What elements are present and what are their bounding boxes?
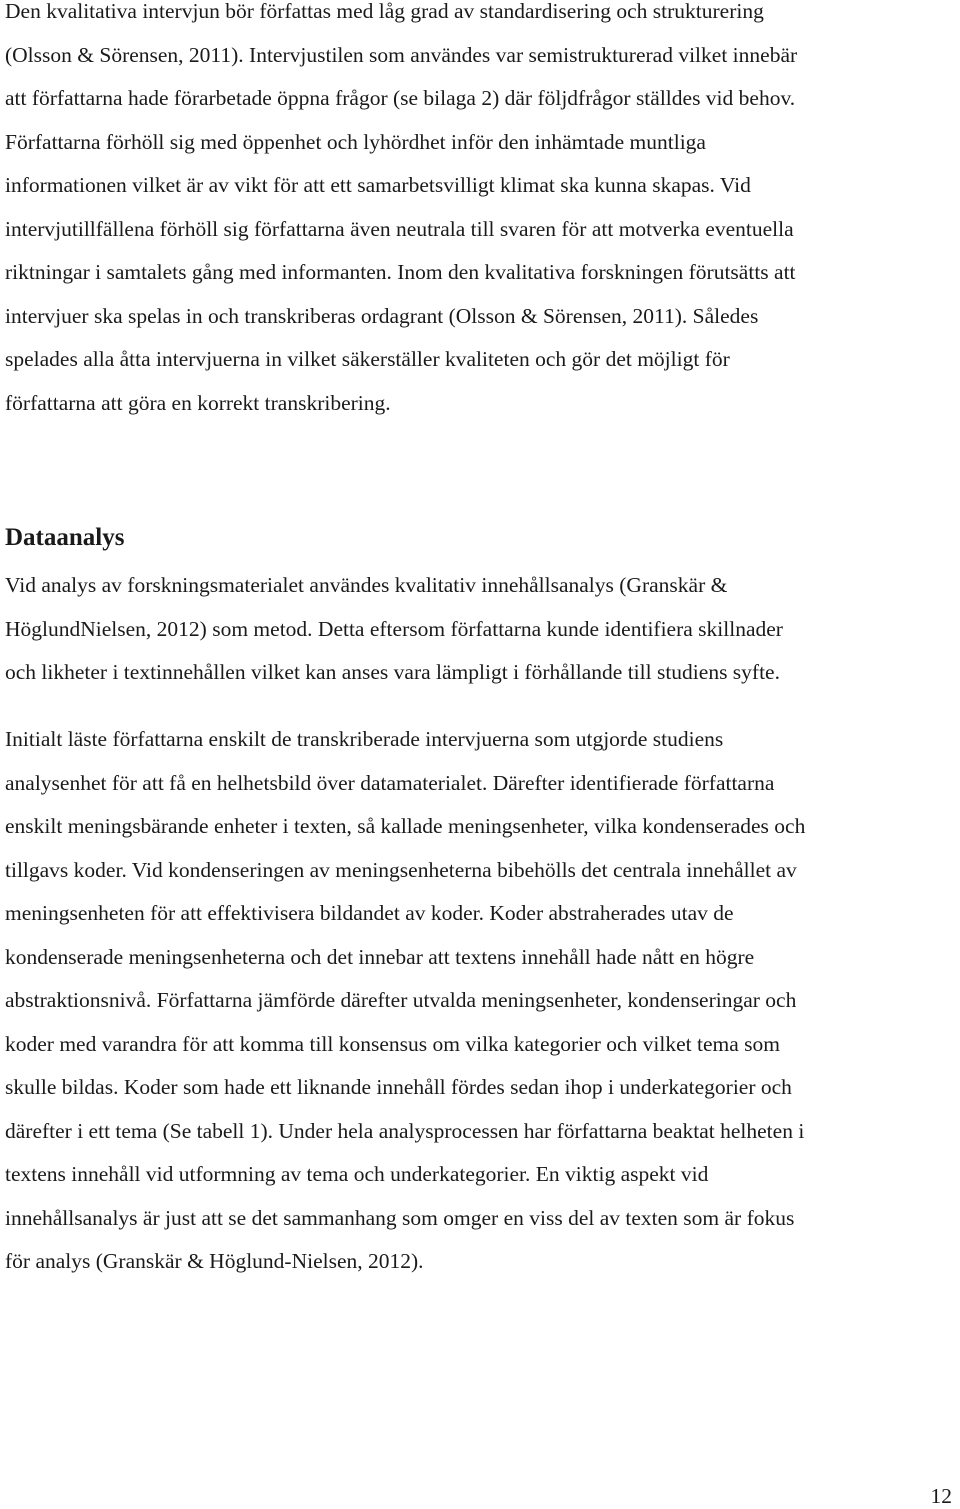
text-line: därefter i ett tema (Se tabell 1). Under hela analysprocessen har författarna beaktat helheten i — [5, 1118, 805, 1143]
text-line: HöglundNielsen, 2012) som metod. Detta eftersom författarna kunde identifiera skillnader — [5, 616, 783, 641]
text-line: koder med varandra för att komma till konsensus om vilka kategorier och vilket tema som — [5, 1031, 780, 1056]
text-line: Initialt läste författarna enskilt de transkriberade intervjuerna som utgjorde studiens — [5, 727, 724, 751]
text-line: för analys (Granskär & Höglund-Nielsen, 2012). — [5, 1249, 424, 1273]
page-number: 12 — [930, 1484, 952, 1508]
text-line: och likheter i textinnehållen vilket kan anses vara lämpligt i förhållande till studiens syfte. — [5, 660, 780, 684]
text-line: spelades alla åtta intervjuerna in vilket säkerställer kvaliteten och gör det möjligt för — [5, 347, 730, 371]
text-line: (Olsson & Sörensen, 2011). Intervjustilen som användes var semistrukturerad vilket innebär — [5, 42, 798, 67]
text-line: enskilt meningsbärande enheter i texten, så kallade meningsenheter, vilka kondenserades och — [5, 814, 806, 838]
text-line: abstraktionsnivå. Författarna jämförde därefter utvalda meningsenheter, kondenseringar och — [5, 988, 797, 1012]
text-line: författarna att göra en korrekt transkribering. — [5, 390, 391, 415]
text-line: intervjutillfällena förhöll sig författarna även neutrala till svaren för att motverka eventuella — [5, 216, 794, 241]
text-line: att författarna hade förarbetade öppna frågor (se bilaga 2) där följdfrågor ställdes vid behov. — [5, 86, 796, 110]
section-heading: Dataanalys — [5, 524, 125, 551]
text-line: Författarna förhöll sig med öppenhet och lyhördhet inför den inhämtade muntliga — [5, 129, 706, 154]
analysis-paragraph-1 — [5, 564, 950, 695]
text-line: Den kvalitativa intervjun bör författas med låg grad av standardisering och strukturering — [5, 0, 764, 23]
text-line: textens innehåll vid utformning av tema och underkategorier. En viktig aspekt vid — [5, 1162, 709, 1186]
text-line: Vid analys av forskningsmaterialet användes kvalitativ innehållsanalys (Granskär & — [5, 573, 728, 597]
text-line: skulle bildas. Koder som hade ett liknande innehåll fördes sedan ihop i underkategorier och — [5, 1075, 792, 1099]
intro-paragraph — [5, 0, 950, 425]
text-line: informationen vilket är av vikt för att ett samarbetsvilligt klimat ska kunna skapas. Vid — [5, 173, 751, 197]
text-line: riktningar i samtalets gång med informanten. Inom den kvalitativa forskningen förutsätts att — [5, 260, 796, 284]
text-line: tillgavs koder. Vid kondenseringen av meningsenheterna bibehölls det centrala innehållet av — [5, 857, 797, 882]
text-line: kondenserade meningsenheterna och det innebar att textens innehåll hade nått en högre — [5, 944, 755, 969]
text-line: innehållsanalys är just att se det sammanhang som omger en viss del av texten som är fokus — [5, 1205, 795, 1230]
text-line: analysenhet för att få en helhetsbild över datamaterialet. Därefter identifierade författarna — [5, 770, 775, 795]
text-line: intervjuer ska spelas in och transkriberas ordagrant (Olsson & Sörensen, 2011). Således — [5, 303, 759, 328]
text-line: meningsenheten för att effektivisera bildandet av koder. Koder abstraherades utav de — [5, 901, 734, 925]
analysis-paragraph-2 — [5, 718, 950, 1284]
